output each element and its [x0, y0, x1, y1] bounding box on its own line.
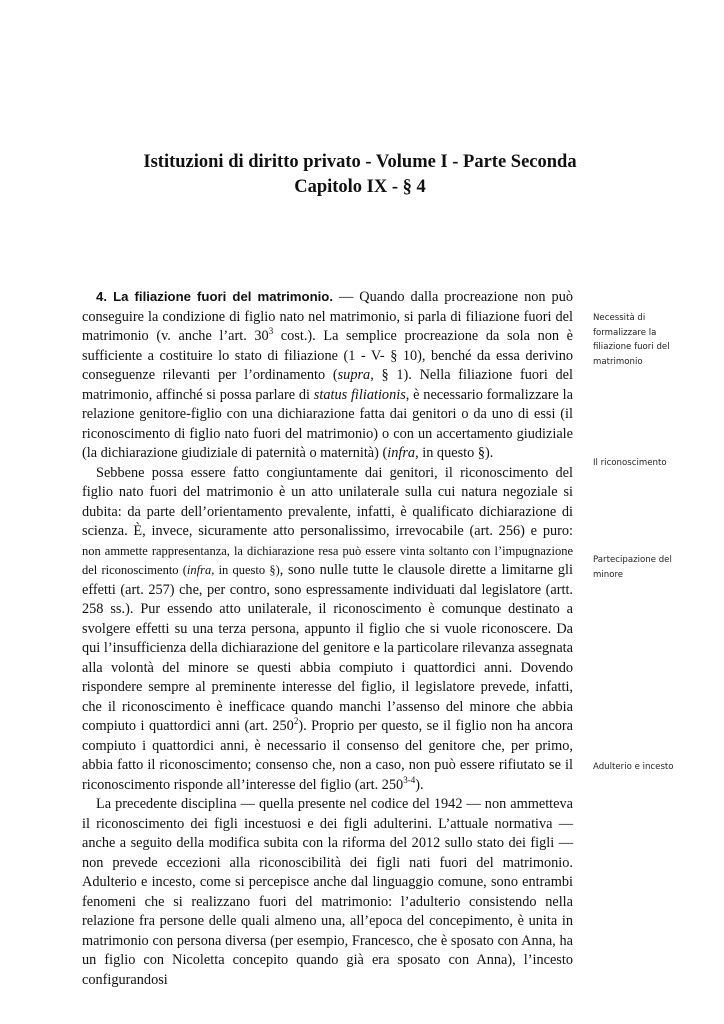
italic-term: infra [387, 445, 416, 461]
body-text [82, 287, 573, 990]
superscript: 2 [293, 716, 299, 727]
paragraph-3: La precedente disciplina — quella presente nel codice del 1942 — non ammetteva il riconoscimento dei figli incestuosi e dei figli adulterini. L’attuale normativa — anche a seguito della modifica subita con la riforma del 2012 sullo stato dei figli — non prevede eccezioni alla riconoscibilità dei figli nati fuori del matrimonio. Adulterio e incesto, come si percepisce anche dal linguaggio comune, sono entrambi fenomeni che si realizzano fuori del matrimonio: l’adulterio consistendo nella relazione fra persone delle quali almeno una, all’epoca del concepimento, è unita in matrimonio con persona diversa (per esempio, Francesco, che è sposato con Anna, ha un figlio con Nicoletta concepito quando già era sposato con Anna), l’incesto configurandosi [82, 796, 573, 988]
text-run: ). [415, 776, 424, 793]
superscript: 3 [268, 326, 274, 337]
paragraph-1 [82, 287, 573, 464]
text-run: , sono nulle tutte le clausole dirette a limitarne gli effetti (art. 257) che, per contro, sono espressamente individuati dal legislatore (artt. 258 ss.). Pur essendo atto unilaterale, il riconoscimento è comunque destinato a svolgere effetti su una terza persona, appunto il figlio che si vuole riconoscere. Da qui l’insufficienza della dichiarazione del genitore e la particolare rilevanza assegnata alla volontà del minore se questi abbia compiuto i quattordici anni. Dovendo rispondere sempre al preminente interesse del figlio, il legislatore prevede, infatti, che il riconoscimento è inefficace quando manchi l’assenso del minore che abbia compiuto i quattordici anni (art. 250 [82, 562, 573, 734]
text-run: , § 1). Nella filiazione fuori del matrimonio, affinché si possa parlare di [82, 367, 573, 403]
margin-note-adulterio: Adulterio e incesto [593, 762, 674, 772]
margin-note-formalizzare: Necessità di formalizzare la filiazione fuori del matrimonio [593, 313, 670, 367]
italic-term: infra [186, 563, 212, 577]
text-run: , è necessario formalizzare la relazione genitore-figlio con una dichiarazione fatta dai genitori o da uno di essi (il riconoscimento di figlio nato fuori del matrimonio) o con un accertamento giudiziale (la dichiarazione giudiziale di paternità o maternità) ( [82, 386, 573, 461]
margin-note-riconoscimento: Il riconoscimento [593, 458, 667, 468]
text-run: , in questo §). [415, 445, 494, 461]
running-header-title: Istituzioni di diritto privato - Volume I - Parte Seconda [143, 152, 577, 172]
text-run: ). Proprio per questo, se il figlio non ha ancora compiuto i quattordici anni, è necessario il consenso del genitore che, per primo, abbia fatto il riconoscimento; consenso che, non a caso, non può essere rifiutato se il riconoscimento risponde all’interesse del figlio (art. 250 [82, 718, 573, 793]
text-run: cost.). La semplice procreazione da sola non è sufficiente a costituire lo stato di filiazione (1 - V- § 10), benché da essa derivino conseguenze rilevanti per l’ordinamento ( [82, 328, 573, 383]
text-run: Sebbene possa essere fatto congiuntamente dai genitori, il riconoscimento del figlio nato fuori del matrimonio è un atto unilaterale sulla cui natura negoziale si dubita: da parte dell’orientamento prevalente, infatti, è qualificato dichiarazione di scienza. È, invece, sicuramente atto personalissimo, irrevocabile (art. 256) e puro: [82, 464, 573, 539]
margin-note-partecipazione: Partecipazione del minore [593, 555, 672, 580]
paragraph-2 [82, 464, 573, 796]
superscript: 3-4 [403, 774, 416, 785]
italic-term: supra [337, 367, 371, 383]
italic-term: status filiationis [313, 386, 406, 403]
section-heading: 4. La filiazione fuori del matrimonio. [96, 289, 334, 304]
text-run: — Quando dalla procreazione non può conseguire la condizione di figlio nato nel matrimonio, si parla di filiazione fuori del matrimonio (v. anche l’art. 30 [82, 289, 573, 344]
running-header-chapter: Capitolo IX - § 4 [294, 177, 426, 197]
small-text-run: non ammette rappresentanza, la dichiarazione resa può essere vinta soltanto con l’impugnazione del riconoscimento ( [82, 543, 573, 577]
small-text-run: , in questo §) [211, 563, 280, 577]
